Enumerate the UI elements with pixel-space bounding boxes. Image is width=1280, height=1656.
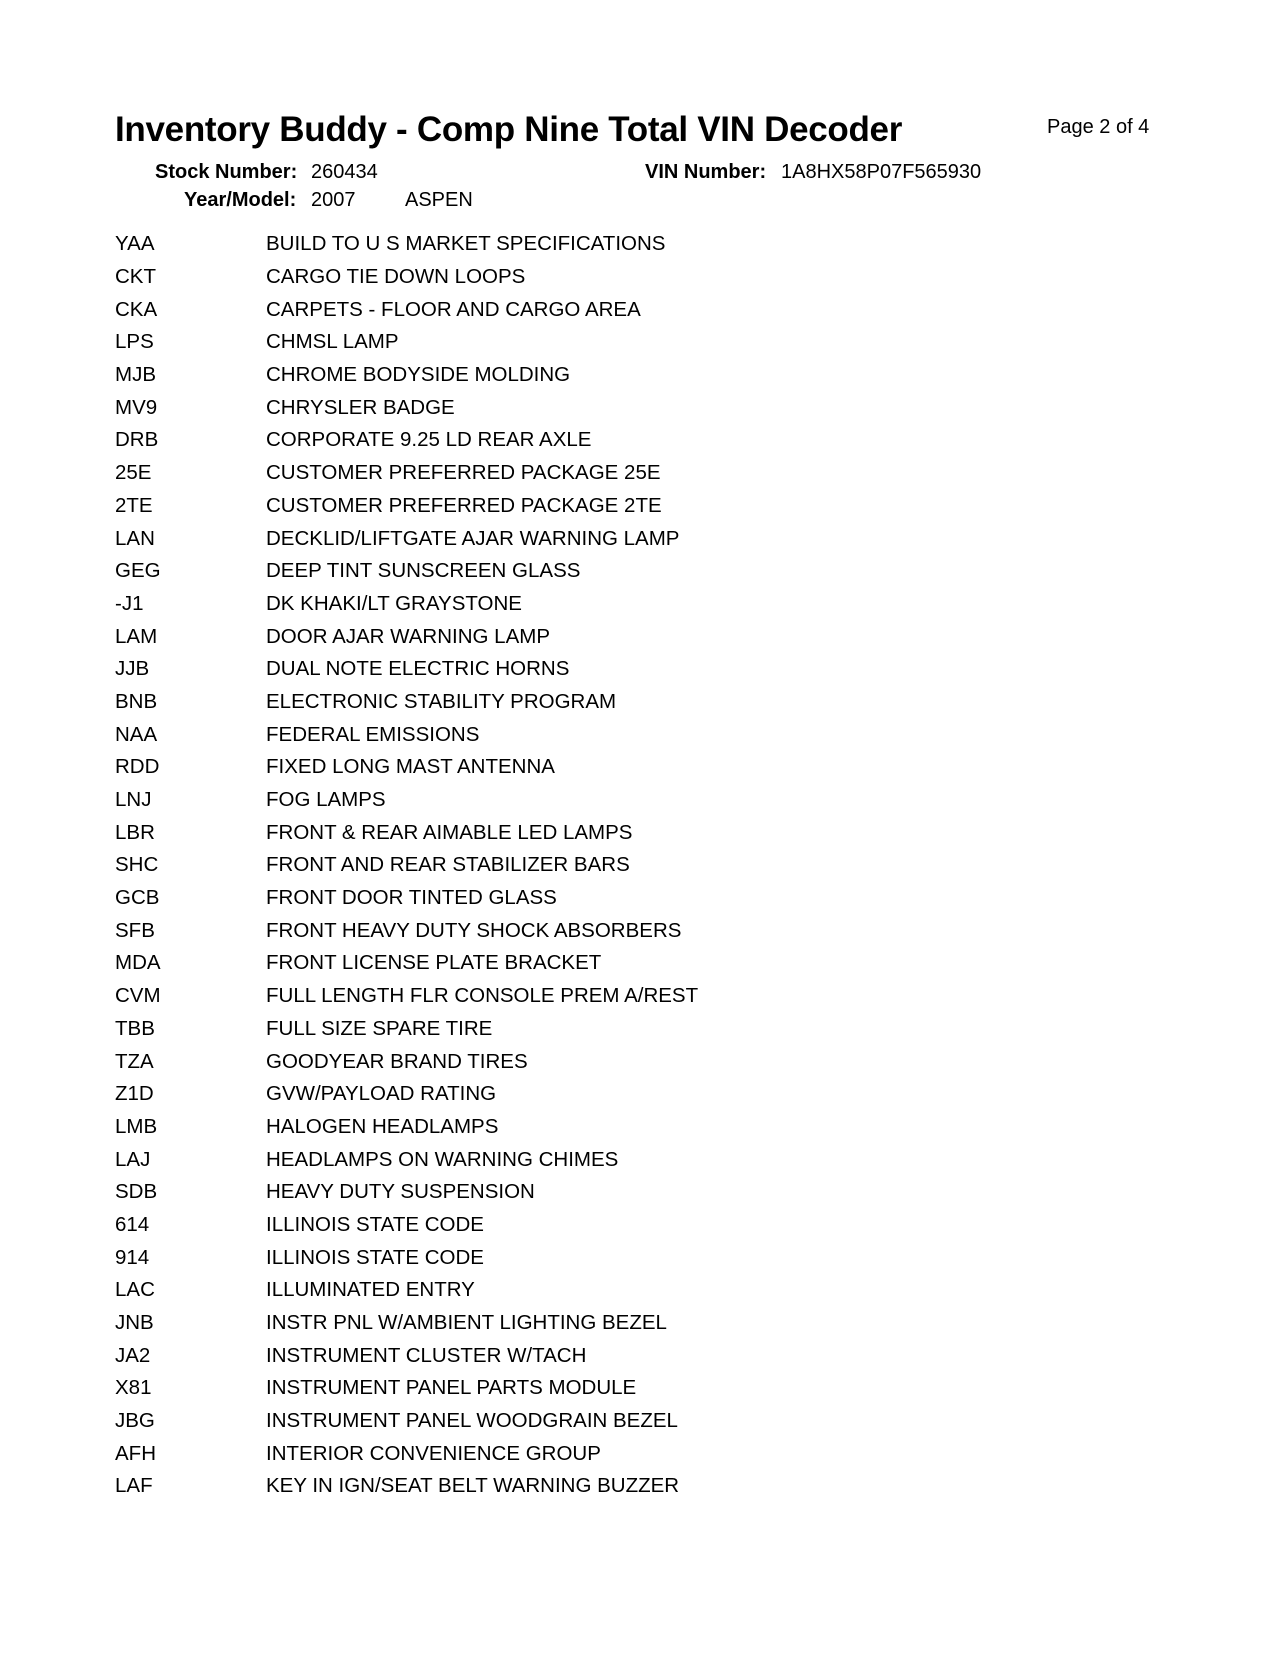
option-code: -J1 — [115, 591, 144, 615]
option-description: FRONT AND REAR STABILIZER BARS — [266, 853, 630, 877]
option-row — [115, 1176, 698, 1209]
option-code: MJB — [115, 363, 156, 387]
option-code: 2TE — [115, 493, 153, 517]
option-description: DUAL NOTE ELECTRIC HORNS — [266, 657, 570, 681]
option-row — [115, 293, 698, 326]
option-row — [115, 947, 698, 980]
option-code: BNB — [115, 689, 158, 713]
option-row — [115, 490, 698, 523]
option-row — [115, 849, 698, 882]
option-code: CVM — [115, 984, 161, 1008]
option-code: SDB — [115, 1180, 158, 1204]
option-row — [115, 1111, 698, 1144]
option-row — [115, 228, 698, 261]
option-code: LNJ — [115, 788, 152, 812]
option-description: ILLINOIS STATE CODE — [266, 1245, 484, 1269]
option-code: LAJ — [115, 1147, 151, 1171]
stock-number-value: 260434 — [311, 161, 378, 183]
option-row — [115, 555, 698, 588]
option-code: RDD — [115, 755, 160, 779]
option-description: CHMSL LAMP — [266, 330, 399, 354]
option-description: FOG LAMPS — [266, 788, 386, 812]
option-code: X81 — [115, 1376, 152, 1400]
option-description: KEY IN IGN/SEAT BELT WARNING BUZZER — [266, 1474, 680, 1498]
option-code: SFB — [115, 918, 155, 942]
option-description: DOOR AJAR WARNING LAMP — [266, 624, 550, 648]
option-row — [115, 1470, 698, 1503]
option-code: GCB — [115, 886, 160, 910]
option-code: LMB — [115, 1114, 158, 1138]
option-description: FRONT & REAR AIMABLE LED LAMPS — [266, 820, 633, 844]
option-row — [115, 1143, 698, 1176]
option-row — [115, 1405, 698, 1438]
option-description: HEAVY DUTY SUSPENSION — [266, 1180, 535, 1204]
option-code: LAN — [115, 526, 155, 550]
option-row — [115, 653, 698, 686]
option-code: LAC — [115, 1278, 155, 1302]
option-description: INSTRUMENT CLUSTER W/TACH — [266, 1343, 587, 1367]
option-code: GEG — [115, 559, 161, 583]
option-code: MDA — [115, 951, 161, 975]
option-description: HEADLAMPS ON WARNING CHIMES — [266, 1147, 619, 1171]
option-description: CUSTOMER PREFERRED PACKAGE 2TE — [266, 493, 662, 517]
option-row — [115, 1437, 698, 1470]
option-row — [115, 424, 698, 457]
option-code-list — [115, 228, 698, 1503]
option-row — [115, 1339, 698, 1372]
model-value: ASPEN — [405, 189, 473, 211]
option-description: FRONT LICENSE PLATE BRACKET — [266, 951, 602, 975]
option-row — [115, 980, 698, 1013]
option-row — [115, 1078, 698, 1111]
option-description: FIXED LONG MAST ANTENNA — [266, 755, 555, 779]
option-description: DK KHAKI/LT GRAYSTONE — [266, 591, 522, 615]
option-description: INTERIOR CONVENIENCE GROUP — [266, 1441, 601, 1465]
option-row — [115, 1241, 698, 1274]
option-description: FRONT DOOR TINTED GLASS — [266, 886, 557, 910]
option-row — [115, 1274, 698, 1307]
option-description: CHRYSLER BADGE — [266, 395, 455, 419]
year-model-label: Year/Model: — [184, 189, 297, 211]
option-code: LAF — [115, 1474, 153, 1498]
option-code: LBR — [115, 820, 155, 844]
option-code: DRB — [115, 428, 159, 452]
option-code: CKA — [115, 297, 158, 321]
option-code: 914 — [115, 1245, 150, 1269]
option-description: DECKLID/LIFTGATE AJAR WARNING LAMP — [266, 526, 680, 550]
option-code: JNB — [115, 1311, 154, 1335]
option-description: DEEP TINT SUNSCREEN GLASS — [266, 559, 581, 583]
year-value: 2007 — [311, 189, 356, 211]
page-number: Page 2 of 4 — [1047, 116, 1150, 138]
option-row — [115, 1372, 698, 1405]
stock-number-label: Stock Number: — [155, 161, 298, 183]
option-description: ILLUMINATED ENTRY — [266, 1278, 475, 1302]
option-row — [115, 522, 698, 555]
vin-number-value: 1A8HX58P07F565930 — [781, 161, 982, 183]
option-row — [115, 1307, 698, 1340]
option-row — [115, 1209, 698, 1242]
option-row — [115, 882, 698, 915]
option-code: LPS — [115, 330, 154, 354]
option-code: CKT — [115, 265, 156, 289]
option-code: YAA — [115, 232, 155, 256]
option-description: GVW/PAYLOAD RATING — [266, 1082, 497, 1106]
option-description: ILLINOIS STATE CODE — [266, 1212, 484, 1236]
option-row — [115, 620, 698, 653]
option-description: INSTRUMENT PANEL WOODGRAIN BEZEL — [266, 1409, 678, 1433]
option-description: FRONT HEAVY DUTY SHOCK ABSORBERS — [266, 918, 682, 942]
option-code: SHC — [115, 853, 159, 877]
option-row — [115, 457, 698, 490]
option-row — [115, 359, 698, 392]
option-code: JJB — [115, 657, 150, 681]
option-row — [115, 751, 698, 784]
option-code: TZA — [115, 1049, 154, 1073]
option-description: CARPETS - FLOOR AND CARGO AREA — [266, 297, 641, 321]
option-code: NAA — [115, 722, 158, 746]
option-code: 614 — [115, 1212, 150, 1236]
option-row — [115, 1013, 698, 1046]
option-description: INSTR PNL W/AMBIENT LIGHTING BEZEL — [266, 1311, 667, 1335]
option-row — [115, 686, 698, 719]
option-code: AFH — [115, 1441, 156, 1465]
option-description: FULL SIZE SPARE TIRE — [266, 1016, 493, 1040]
option-code: JA2 — [115, 1343, 151, 1367]
option-row — [115, 816, 698, 849]
option-description: CHROME BODYSIDE MOLDING — [266, 363, 571, 387]
option-description: INSTRUMENT PANEL PARTS MODULE — [266, 1376, 637, 1400]
option-row — [115, 1045, 698, 1078]
option-code: LAM — [115, 624, 158, 648]
vin-number-label: VIN Number: — [645, 161, 767, 183]
option-row — [115, 784, 698, 817]
option-row — [115, 261, 698, 294]
option-code: TBB — [115, 1016, 155, 1040]
option-code: MV9 — [115, 395, 158, 419]
option-description: GOODYEAR BRAND TIRES — [266, 1049, 528, 1073]
document-title: Inventory Buddy - Comp Nine Total VIN Decoder — [115, 110, 903, 149]
option-description: FULL LENGTH FLR CONSOLE PREM A/REST — [266, 984, 699, 1008]
option-row — [115, 326, 698, 359]
option-code: JBG — [115, 1409, 155, 1433]
option-description: CORPORATE 9.25 LD REAR AXLE — [266, 428, 592, 452]
option-row — [115, 718, 698, 751]
option-description: CUSTOMER PREFERRED PACKAGE 25E — [266, 461, 661, 485]
option-code: Z1D — [115, 1082, 154, 1106]
option-description: FEDERAL EMISSIONS — [266, 722, 480, 746]
option-row — [115, 588, 698, 621]
option-row — [115, 391, 698, 424]
option-description: CARGO TIE DOWN LOOPS — [266, 265, 526, 289]
option-row — [115, 914, 698, 947]
option-description: BUILD TO U S MARKET SPECIFICATIONS — [266, 232, 666, 256]
option-description: ELECTRONIC STABILITY PROGRAM — [266, 689, 617, 713]
option-code: 25E — [115, 461, 152, 485]
option-description: HALOGEN HEADLAMPS — [266, 1114, 499, 1138]
